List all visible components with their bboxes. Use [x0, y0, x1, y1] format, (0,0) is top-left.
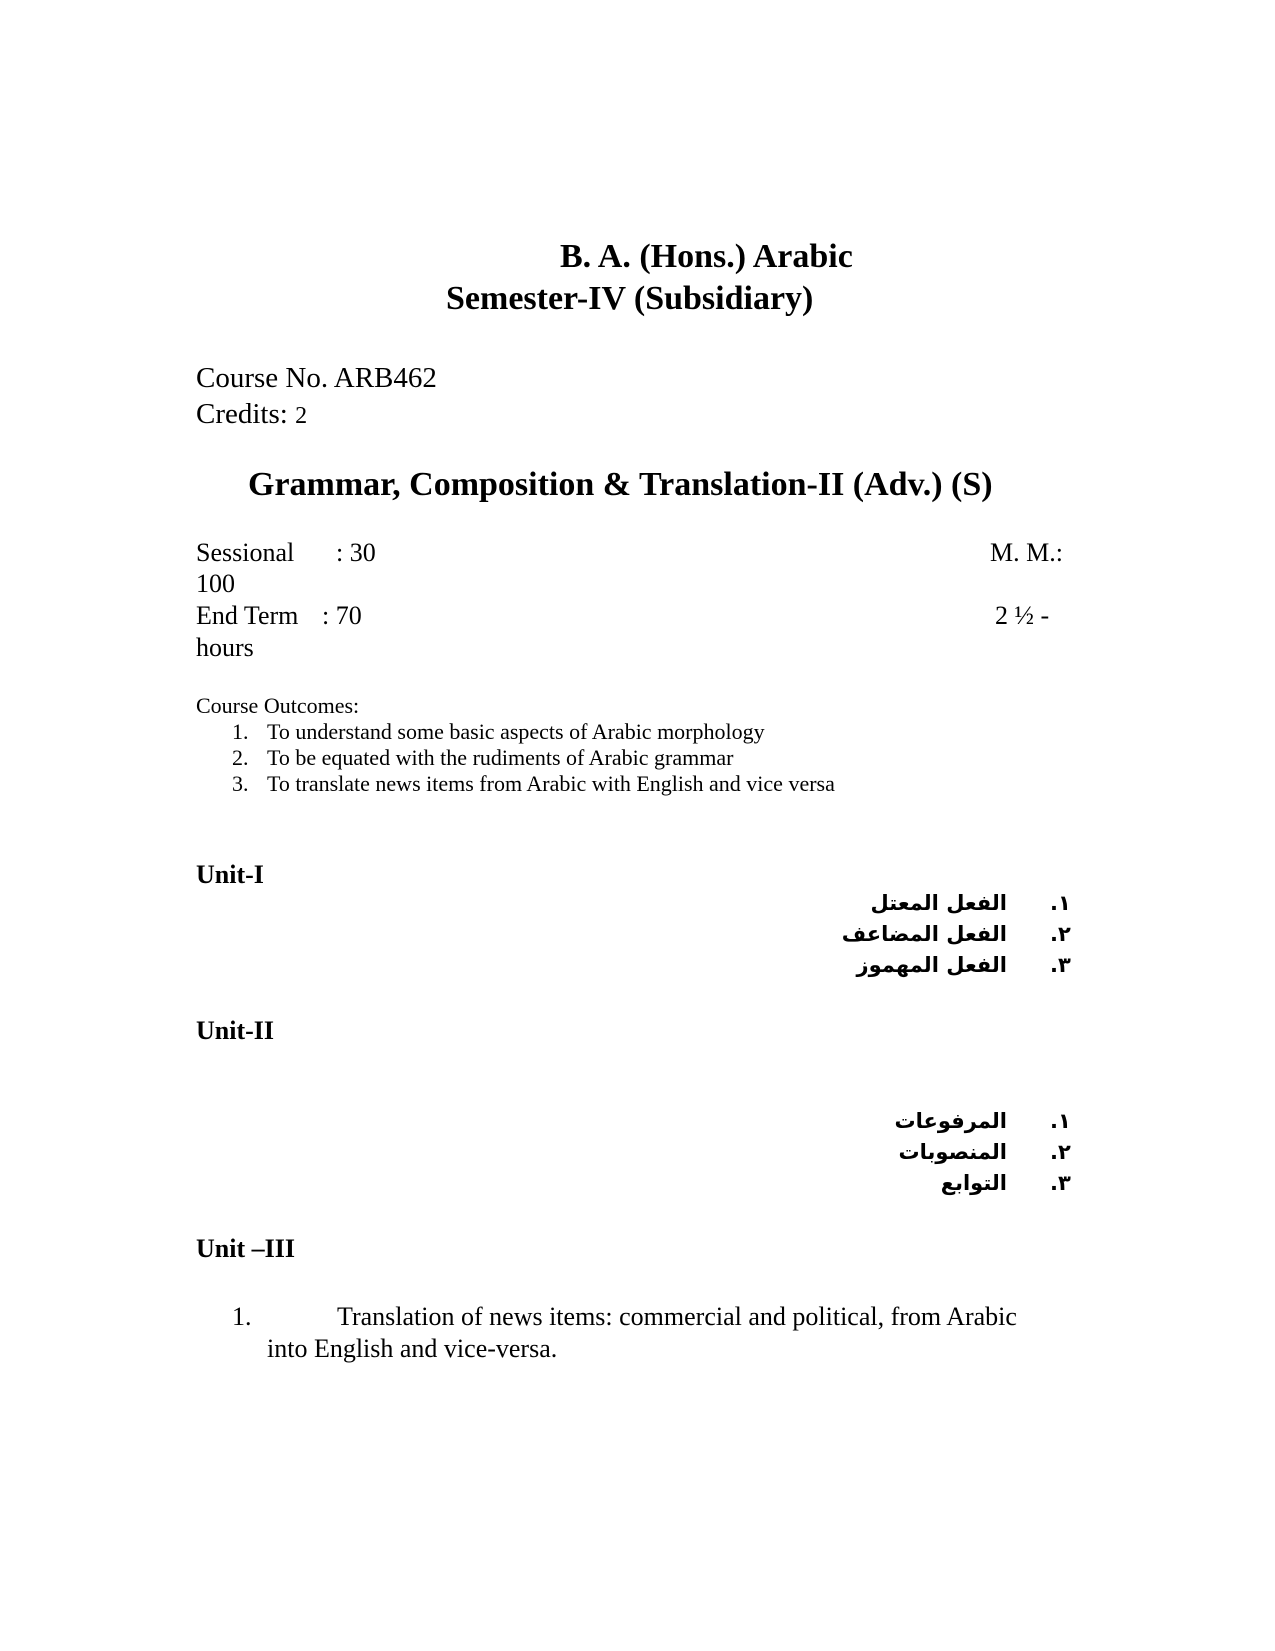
max-marks-value: 100 — [196, 569, 235, 598]
arabic-item-number: ١. — [1050, 891, 1071, 915]
credits-label: Credits: — [196, 398, 288, 430]
credits — [196, 398, 307, 431]
end-term-label: End Term — [196, 601, 299, 630]
sessional-value: : 30 — [336, 538, 376, 567]
arabic-item-text: الفعل المهموز — [856, 953, 1007, 977]
outcome-number: 2. — [232, 745, 249, 770]
end-term-value: : 70 — [322, 601, 362, 630]
arabic-item-text: التوابع — [940, 1171, 1007, 1195]
program-title: B. A. (Hons.) Arabic — [560, 238, 853, 275]
arabic-item-number: ٣. — [1050, 1171, 1071, 1195]
course-number: Course No. ARB462 — [196, 362, 437, 394]
sessional-label: Sessional — [196, 538, 295, 567]
outcome-number: 3. — [232, 771, 249, 796]
credits-value: 2 — [295, 403, 308, 429]
arabic-item-text: المنصوبات — [898, 1140, 1007, 1164]
arabic-item-text: الفعل المضاعف — [841, 922, 1007, 946]
outcome-number: 1. — [232, 719, 249, 744]
arabic-item-number: ٢. — [1050, 922, 1071, 946]
unit-item-text-line2: into English and vice-versa. — [267, 1334, 558, 1363]
arabic-item-text: المرفوعات — [894, 1109, 1007, 1133]
arabic-item-text: الفعل المعتل — [870, 891, 1007, 915]
unit-item-number: 1. — [232, 1302, 252, 1331]
arabic-item-number: ١. — [1050, 1109, 1071, 1133]
max-marks-label: M. M.: — [990, 538, 1063, 567]
outcome-text: To translate news items from Arabic with English and vice versa — [267, 771, 835, 796]
outcome-text: To be equated with the rudiments of Arabic grammar — [267, 745, 734, 770]
outcome-text: To understand some basic aspects of Arabic morphology — [267, 719, 765, 744]
unit-title: Unit –III — [196, 1234, 295, 1263]
paper-title: Grammar, Composition & Translation-II (Adv.) (S) — [248, 466, 993, 503]
unit-item-text-line1: Translation of news items: commercial and political, from Arabic — [337, 1302, 1017, 1331]
duration-value: hours — [196, 633, 254, 662]
outcomes-title: Course Outcomes: — [196, 693, 360, 718]
unit-title: Unit-II — [196, 1016, 275, 1045]
duration-label: 2 ½ - — [995, 601, 1050, 630]
semester-title: Semester-IV (Subsidiary) — [446, 280, 814, 317]
unit-title: Unit-I — [196, 860, 264, 889]
arabic-item-number: ٣. — [1050, 953, 1071, 977]
arabic-item-number: ٢. — [1050, 1140, 1071, 1164]
